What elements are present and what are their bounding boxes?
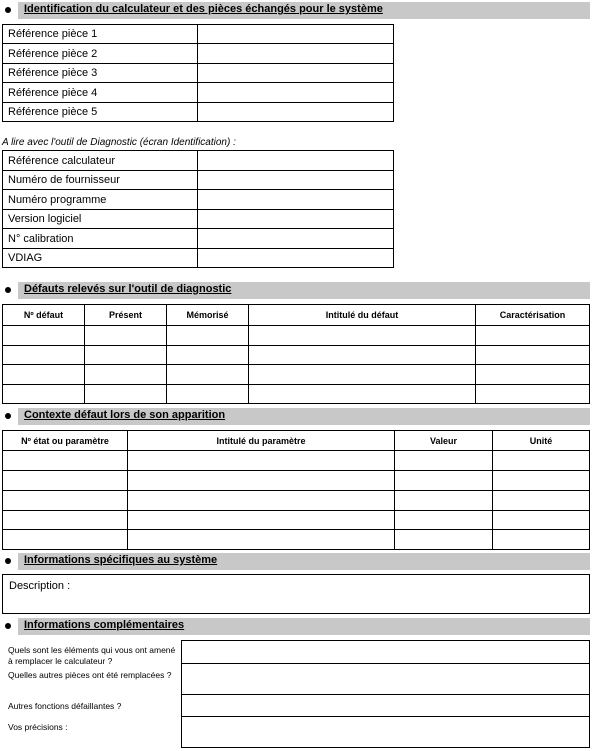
col-header: Unité	[493, 431, 590, 451]
section-title: Identification du calculateur et des pièces échangés pour le système	[24, 3, 383, 15]
table-row	[3, 491, 590, 511]
table-row	[3, 385, 590, 404]
question-details: Vos précisions :	[8, 722, 68, 732]
part-ref-label: Référence pièce 2	[3, 44, 198, 64]
table-row	[3, 511, 590, 530]
section-header-specific-info	[0, 553, 590, 570]
bullet-icon	[5, 623, 11, 629]
ecu-id-input[interactable]	[198, 190, 394, 210]
ecu-id-input[interactable]	[198, 249, 394, 268]
col-header: Nº état ou paramètre	[3, 431, 128, 451]
section-header-context	[0, 408, 590, 425]
table-row	[3, 471, 590, 491]
col-header: Intitulé du paramètre	[128, 431, 395, 451]
part-ref-input[interactable]	[198, 83, 394, 103]
section-title: Contexte défaut lors de son apparition	[24, 409, 226, 421]
part-ref-label: Référence pièce 1	[3, 25, 198, 44]
ecu-identification-table	[2, 150, 394, 268]
parts-reference-table	[2, 24, 394, 122]
part-ref-label: Référence pièce 3	[3, 64, 198, 83]
bullet-icon	[5, 7, 11, 13]
table-row	[3, 365, 590, 385]
question-other-parts: Quelles autres pièces ont été remplacées ?	[8, 670, 172, 680]
answer-details[interactable]	[181, 716, 590, 748]
table-row	[3, 451, 590, 471]
part-ref-input[interactable]	[198, 44, 394, 64]
col-header: Valeur	[395, 431, 493, 451]
answer-other-failures[interactable]	[181, 694, 590, 717]
table-row	[3, 346, 590, 365]
ecu-id-label: N° calibration	[3, 229, 198, 249]
section-header-identification	[0, 2, 590, 19]
ecu-id-label: Référence calculateur	[3, 151, 198, 171]
bullet-icon	[5, 413, 11, 419]
section-header-additional-info	[0, 618, 590, 635]
col-header: Caractérisation	[476, 305, 590, 326]
answer-replace-reason[interactable]	[181, 640, 590, 664]
ecu-id-label: VDIAG	[3, 249, 198, 268]
part-ref-input[interactable]	[198, 103, 394, 122]
description-field[interactable]	[2, 574, 590, 614]
table-row	[3, 530, 590, 550]
part-ref-label: Référence pièce 5	[3, 103, 198, 122]
question-other-failures: Autres fonctions défaillantes ?	[8, 701, 122, 711]
col-header: Intitulé du défaut	[249, 305, 476, 326]
part-ref-input[interactable]	[198, 64, 394, 83]
context-table	[2, 430, 590, 550]
section-title: Informations spécifiques au système	[24, 554, 218, 566]
diagnostic-note: A lire avec l'outil de Diagnostic (écran Identification) :	[2, 137, 236, 148]
section-header-faults	[0, 282, 590, 299]
bullet-icon	[5, 558, 11, 564]
col-header: Présent	[85, 305, 167, 326]
question-replace-reason: Quels sont les éléments qui vous ont amené à remplacer le calculateur ?	[8, 645, 176, 666]
ecu-id-label: Numéro programme	[3, 190, 198, 210]
table-row	[3, 326, 590, 346]
ecu-id-input[interactable]	[198, 151, 394, 171]
ecu-id-label: Numéro de fournisseur	[3, 171, 198, 190]
description-label: Description :	[9, 580, 71, 592]
col-header: Nº défaut	[3, 305, 85, 326]
ecu-id-label: Version logiciel	[3, 210, 198, 229]
ecu-id-input[interactable]	[198, 229, 394, 249]
answer-other-parts[interactable]	[181, 663, 590, 695]
ecu-id-input[interactable]	[198, 210, 394, 229]
part-ref-input[interactable]	[198, 25, 394, 44]
faults-table	[2, 304, 590, 404]
section-title: Défauts relevés sur l'outil de diagnostic	[24, 283, 232, 295]
section-title: Informations complémentaires	[24, 619, 185, 631]
part-ref-label: Référence pièce 4	[3, 83, 198, 103]
ecu-id-input[interactable]	[198, 171, 394, 190]
bullet-icon	[5, 287, 11, 293]
col-header: Mémorisé	[167, 305, 249, 326]
